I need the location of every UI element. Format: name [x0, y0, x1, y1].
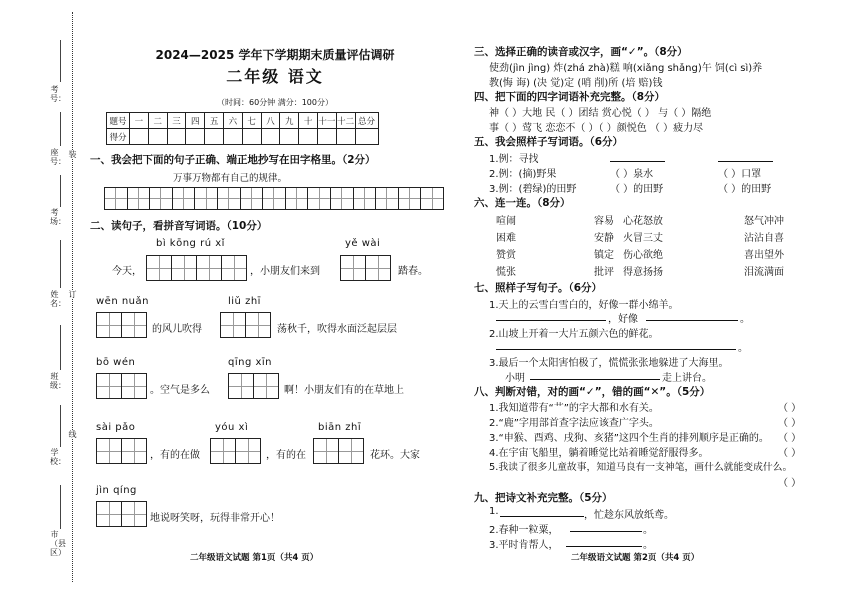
field-banji[interactable]	[60, 325, 61, 370]
section-6-title: 六、连一连。（8分）	[474, 197, 571, 209]
exam-title: 2024—2025 学年下学期期末质量评估调研	[155, 48, 395, 62]
section-2-title: 二、读句子，看拼音写词语。（10分）	[90, 220, 268, 232]
page-footer-left: 二年级语文试题 第1页（共4 页）	[190, 553, 319, 563]
exam-timing: （时间：60分钟 满分：100分）	[217, 98, 333, 107]
s5-example2: 2.例：(摘)野果	[489, 169, 557, 180]
cut-mark-ding: 订	[68, 290, 77, 299]
field-zuohao[interactable]	[60, 112, 61, 146]
tianzi-grid-bikongruxi[interactable]	[146, 255, 247, 281]
copy-sentence: 万事万物都有自己的规律。	[173, 173, 288, 184]
s7-sentence3: 3.最后一个太阳害怕极了，慌慌张张地躲进了大海里。	[489, 358, 729, 369]
answer-line[interactable]	[718, 161, 773, 162]
poem-num: 1.	[489, 506, 499, 517]
s7-pattern3a: 小明	[505, 373, 525, 384]
sentence-text: 今天，	[112, 266, 142, 277]
match-word[interactable]: 镇定	[594, 250, 614, 261]
exam-subtitle: 二年级 语文	[226, 67, 324, 86]
match-word[interactable]: 批评	[594, 267, 614, 278]
field-kaochang[interactable]	[60, 175, 61, 207]
match-word[interactable]: 喜出望外	[744, 250, 784, 261]
pinyin: liǔ zhī	[228, 296, 261, 307]
judge-item: 1.我知道带有“⺾”的字大都和水有关。	[489, 403, 659, 414]
score-table	[106, 112, 379, 145]
s5-example1: 1.例：寻找	[489, 154, 539, 165]
s7-end: 。	[738, 343, 748, 354]
answer-line[interactable]	[570, 531, 642, 532]
score-input[interactable]	[299, 129, 318, 145]
sentence-text: ，小朋友们来到	[250, 266, 320, 277]
tianzi-grid-qingxin[interactable]	[228, 373, 279, 399]
answer-line[interactable]	[646, 320, 738, 321]
judge-item: 3.“申猴、酉鸡、戌狗、亥猪”这四个生肖的排列顺序是正确的。	[489, 433, 769, 444]
score-cell: 十一	[317, 113, 336, 129]
match-word[interactable]: 怒气冲冲	[744, 216, 784, 227]
tianzi-grid-bowen[interactable]	[96, 373, 147, 399]
score-input[interactable]	[223, 129, 242, 145]
label-banji: 班级：	[50, 372, 66, 390]
pinyin: biān zhī	[318, 422, 362, 433]
field-xianqu[interactable]	[60, 485, 61, 529]
score-input[interactable]	[261, 129, 280, 145]
match-word[interactable]: 喧闹	[496, 216, 516, 227]
s5-blank[interactable]: （ ）的田野	[610, 184, 664, 195]
score-input[interactable]	[148, 129, 167, 145]
match-word[interactable]: 泪流满面	[744, 267, 784, 278]
s7-pattern3b: 走上讲台。	[662, 373, 712, 384]
answer-line[interactable]	[610, 161, 665, 162]
section-8-title: 八、判断对错，对的画“✓”，错的画“✕”。（5分）	[474, 386, 711, 398]
label-xuexiao: 学校：	[50, 448, 66, 466]
score-input[interactable]	[186, 129, 205, 145]
match-word[interactable]: 容易	[594, 216, 614, 227]
match-word[interactable]: 火冒三丈	[623, 233, 663, 244]
s4-line1: 神（ ）大地 民（ ）团结 赏心悦（ ） 与（ ）隔绝	[489, 108, 712, 119]
tianzi-grid-liuzhi[interactable]	[220, 312, 271, 338]
score-input[interactable]	[205, 129, 224, 145]
judge-item: 5.我读了很多儿童故事，知道马良有一支神笔，画什么就能变成什么。	[489, 462, 793, 473]
label-kaohao: 考号：	[50, 85, 66, 103]
score-cell: 九	[280, 113, 299, 129]
pinyin: yě wài	[345, 238, 381, 249]
sentence-text: 的风儿吹得	[152, 324, 202, 335]
judge-answer[interactable]: （ ）	[778, 433, 802, 444]
poem-end: 。	[643, 540, 653, 551]
tianzi-grid-saipao[interactable]	[96, 438, 147, 464]
poem-line2: 2.春种一粒粟，	[489, 525, 559, 536]
score-cell: 四	[186, 113, 205, 129]
score-cell: 三	[167, 113, 186, 129]
tianzi-grid-wennuan[interactable]	[96, 312, 147, 338]
s5-example3: 3.例：(碧绿)的田野	[489, 184, 577, 195]
score-cell: 一	[130, 113, 149, 129]
score-cell: 十	[299, 113, 318, 129]
score-input[interactable]	[336, 129, 355, 145]
tianzi-grid-youxi[interactable]	[210, 438, 261, 464]
match-word[interactable]: 得意扬扬	[623, 267, 663, 278]
match-word[interactable]: 沾沾自喜	[744, 233, 784, 244]
score-cell: 十二	[336, 113, 355, 129]
poem-end: 。	[643, 525, 653, 536]
s5-blank[interactable]: （ ）泉水	[610, 169, 654, 180]
sentence-text: 踏春。	[398, 266, 428, 277]
label-xingming: 姓名：	[50, 290, 66, 308]
pinyin: wēn nuǎn	[96, 296, 149, 307]
cut-mark-zhuang: 装	[68, 150, 77, 159]
sentence-text: 荡秋千，吹得水面泛起层层	[277, 324, 397, 335]
score-cell: 得分	[107, 129, 130, 145]
s7-sentence2: 2.山坡上开着一大片五颜六色的鲜花。	[489, 329, 659, 340]
field-xuexiao[interactable]	[60, 405, 61, 447]
pinyin: qīng xīn	[228, 357, 273, 368]
poem-line1: ，忙趁东风放纸鸢。	[584, 510, 674, 521]
section-5-title: 五、我会照样子写词语。（6分）	[474, 136, 624, 148]
answer-line[interactable]	[496, 349, 736, 350]
sentence-text: 。空气是多么	[150, 385, 210, 396]
s3-line1: 使劲(jìn jìng) 炸(zhá zhà)糕 响(xiǎng shǎng)午 饲(cì sì)养	[489, 63, 763, 74]
answer-line[interactable]	[496, 320, 606, 321]
label-xianqu: 市（县区）	[50, 530, 66, 557]
judge-answer[interactable]: （ ）	[778, 418, 802, 429]
score-cell: 七	[242, 113, 261, 129]
match-word[interactable]: 慌张	[496, 267, 516, 278]
answer-line[interactable]	[500, 516, 584, 517]
match-word[interactable]: 赞赏	[496, 250, 516, 261]
match-word[interactable]: 安静	[594, 233, 614, 244]
score-input[interactable]	[130, 129, 149, 145]
sentence-text: ，有的在做	[150, 450, 200, 461]
answer-line[interactable]	[530, 379, 660, 380]
pinyin: sài pǎo	[96, 422, 136, 433]
score-input[interactable]	[280, 129, 299, 145]
s5-blank[interactable]: （ ）的田野	[718, 184, 772, 195]
tianzi-grid-bianzhi[interactable]	[313, 438, 364, 464]
match-word[interactable]: 伤心欲绝	[623, 250, 663, 261]
match-word[interactable]: 心花怒放	[623, 216, 663, 227]
tianzi-grid-jinqing[interactable]	[96, 501, 147, 527]
judge-answer[interactable]: （ ）	[778, 448, 802, 459]
judge-answer[interactable]: （ ）	[778, 403, 802, 414]
answer-line[interactable]	[566, 546, 642, 547]
section-9-title: 九、把诗文补充完整。（5分）	[474, 492, 613, 504]
pinyin: bì kōng rú xǐ	[156, 238, 225, 249]
cut-mark-xian: 线	[68, 430, 77, 439]
s4-line2: 事（ ）莺飞 恋恋不（ ）（ ）颜悦色 （ ）疲力尽	[489, 123, 704, 134]
score-cell: 六	[223, 113, 242, 129]
tianzi-grid-yewai[interactable]	[340, 255, 391, 281]
score-cell: 题号	[107, 113, 130, 129]
field-xingming[interactable]	[60, 240, 61, 288]
sentence-text: ，有的在	[266, 450, 306, 461]
s5-blank[interactable]: （ ）口罩	[718, 169, 762, 180]
sentence-text: 啊！小朋友们有的在草地上	[284, 385, 404, 396]
score-input[interactable]	[355, 129, 378, 145]
pinyin: jìn qíng	[96, 485, 137, 496]
match-word[interactable]: 困难	[496, 233, 516, 244]
score-cell: 总分	[355, 113, 378, 129]
field-kaohao[interactable]	[60, 40, 61, 82]
judge-item: 2.“鹿”字用部首查字法应该查广字头。	[489, 418, 659, 429]
judge-answer[interactable]: （ ）	[778, 478, 802, 489]
s7-pattern1: ，好像	[608, 314, 638, 325]
score-input[interactable]	[167, 129, 186, 145]
page-footer-right: 二年级语文试题 第2页（共4 页）	[571, 553, 700, 563]
score-cell: 二	[148, 113, 167, 129]
score-input[interactable]	[317, 129, 336, 145]
s7-sentence1: 1.天上的云雪白雪白的，好像一群小绵羊。	[489, 300, 679, 311]
label-kaochang: 考场：	[50, 208, 66, 226]
pinyin: yóu xì	[215, 422, 249, 433]
pinyin: bō wén	[96, 357, 136, 368]
score-cell: 五	[205, 113, 224, 129]
sentence-text: 地说呀笑呀，玩得非常开心！	[150, 513, 280, 524]
section-7-title: 七、照样子写句子。（6分）	[474, 282, 603, 294]
sentence-text: 花环。大家	[370, 450, 420, 461]
section-4-title: 四、把下面的四字词语补充完整。（8分）	[474, 91, 666, 103]
s7-end: 。	[740, 314, 750, 325]
section-3-title: 三、选择正确的读音或汉字，画“✓”。（8分）	[474, 46, 688, 58]
label-zuohao: 座号：	[50, 148, 66, 166]
judge-item: 4.在宇宙飞船里，躺着睡觉比站着睡觉舒服得多。	[489, 448, 709, 459]
section-1-title: 一、我会把下面的句子正确、端正地抄写在田字格里。（2分）	[90, 154, 376, 166]
score-cell: 八	[261, 113, 280, 129]
tianzi-grid-copy[interactable]	[104, 187, 444, 210]
s3-line2: 教(悔 诲) (决 觉)定 (哨 削)所 (培 赔)钱	[489, 78, 663, 89]
poem-line3: 3.平时肯帮人，	[489, 540, 559, 551]
score-input[interactable]	[242, 129, 261, 145]
